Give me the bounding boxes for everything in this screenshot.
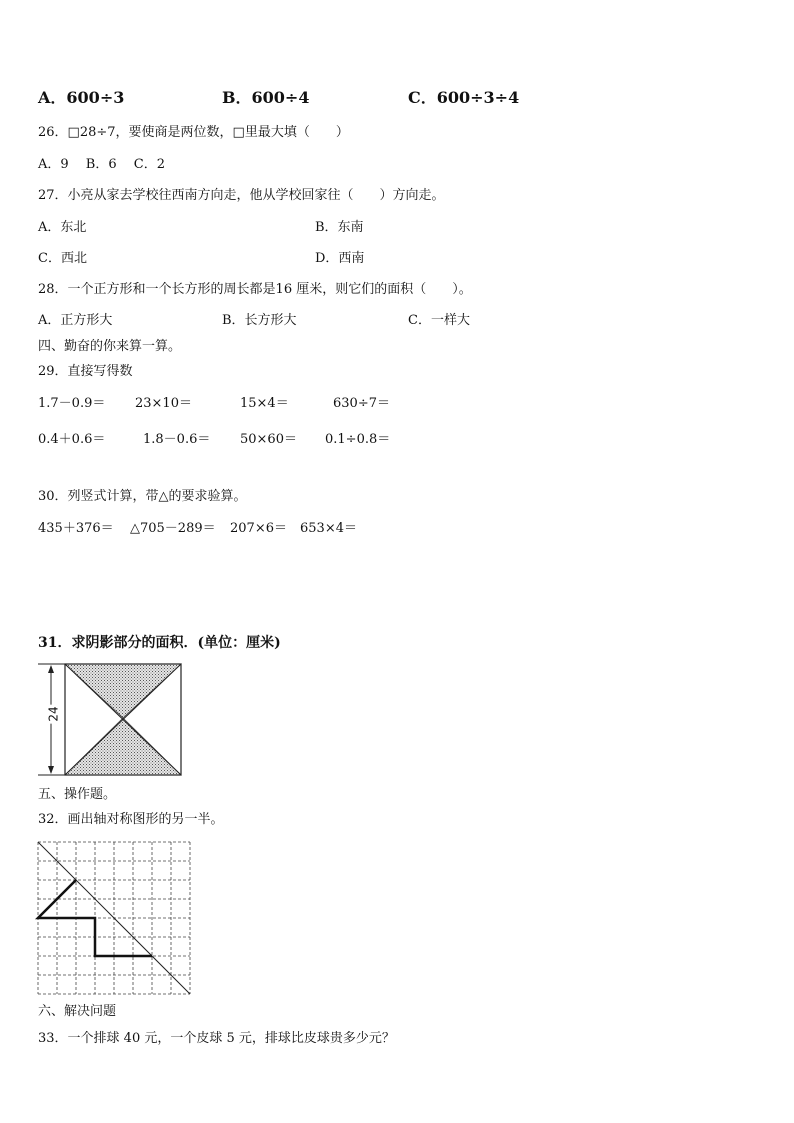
q33-stem: 33．一个排球 40 元，一个皮球 5 元，排球比皮球贵多少元？ bbox=[38, 1031, 395, 1046]
q30-item-3: 207×6＝ bbox=[230, 521, 287, 536]
q30-item-4: 653×4＝ bbox=[300, 521, 357, 536]
q25-option-b: B．600÷4 bbox=[222, 88, 310, 107]
q29-stem: 29．直接写得数 bbox=[38, 364, 133, 379]
q30-stem: 30．列竖式计算，带△的要求验算。 bbox=[38, 489, 247, 504]
q25-option-c: C．600÷3÷4 bbox=[408, 88, 520, 107]
q31-shaded-top-triangle bbox=[65, 664, 181, 718]
q27-option-c: C．西北 bbox=[38, 251, 87, 266]
q26-options: A．9 B．6 C．2 bbox=[38, 157, 165, 172]
section-6-heading: 六、解决问题 bbox=[38, 1004, 117, 1019]
q28-stem: 28．一个正方形和一个长方形的周长都是16 厘米，则它们的面积（ ）。 bbox=[38, 282, 472, 297]
q27-option-d: D．西南 bbox=[315, 251, 365, 266]
q27-option-a: A．东北 bbox=[38, 220, 87, 235]
section-4-heading: 四、勤奋的你来算一算。 bbox=[38, 339, 182, 354]
q28-option-c: C．一样大 bbox=[408, 313, 470, 328]
q27-option-b: B．东南 bbox=[315, 220, 364, 235]
q29-r2-c3: 50×60＝ bbox=[240, 432, 297, 447]
q28-option-a: A．正方形大 bbox=[38, 313, 113, 328]
q30-item-2: △705－289＝ bbox=[130, 521, 216, 536]
q31-stem: 31．求阴影部分的面积．(单位：厘米) bbox=[38, 635, 281, 651]
q29-r1-c3: 15×4＝ bbox=[240, 396, 289, 411]
q28-option-b: B．长方形大 bbox=[222, 313, 297, 328]
q29-r2-c2: 1.8－0.6＝ bbox=[143, 432, 211, 447]
section-5-heading: 五、操作题。 bbox=[38, 787, 117, 802]
q29-r1-c2: 23×10＝ bbox=[135, 396, 192, 411]
q29-r1-c4: 630÷7＝ bbox=[333, 396, 390, 411]
q27-stem: 27．小亮从家去学校往西南方向走，他从学校回家往（ ）方向走。 bbox=[38, 188, 445, 203]
q25-option-a: A．600÷3 bbox=[38, 88, 125, 107]
q29-r1-c1: 1.7－0.9＝ bbox=[38, 396, 106, 411]
q32-stem: 32．画出轴对称图形的另一半。 bbox=[38, 812, 224, 827]
q29-r2-c4: 0.1÷0.8＝ bbox=[325, 432, 391, 447]
q30-item-1: 435＋376＝ bbox=[38, 521, 114, 536]
q26-stem: 26．□28÷7，要使商是两位数，□里最大填（ ） bbox=[38, 125, 349, 140]
q31-shaded-bottom-triangle bbox=[65, 718, 181, 775]
q29-r2-c1: 0.4＋0.6＝ bbox=[38, 432, 106, 447]
q32-grid-figure bbox=[38, 842, 192, 996]
q31-dimension-label: 24 bbox=[46, 706, 61, 722]
